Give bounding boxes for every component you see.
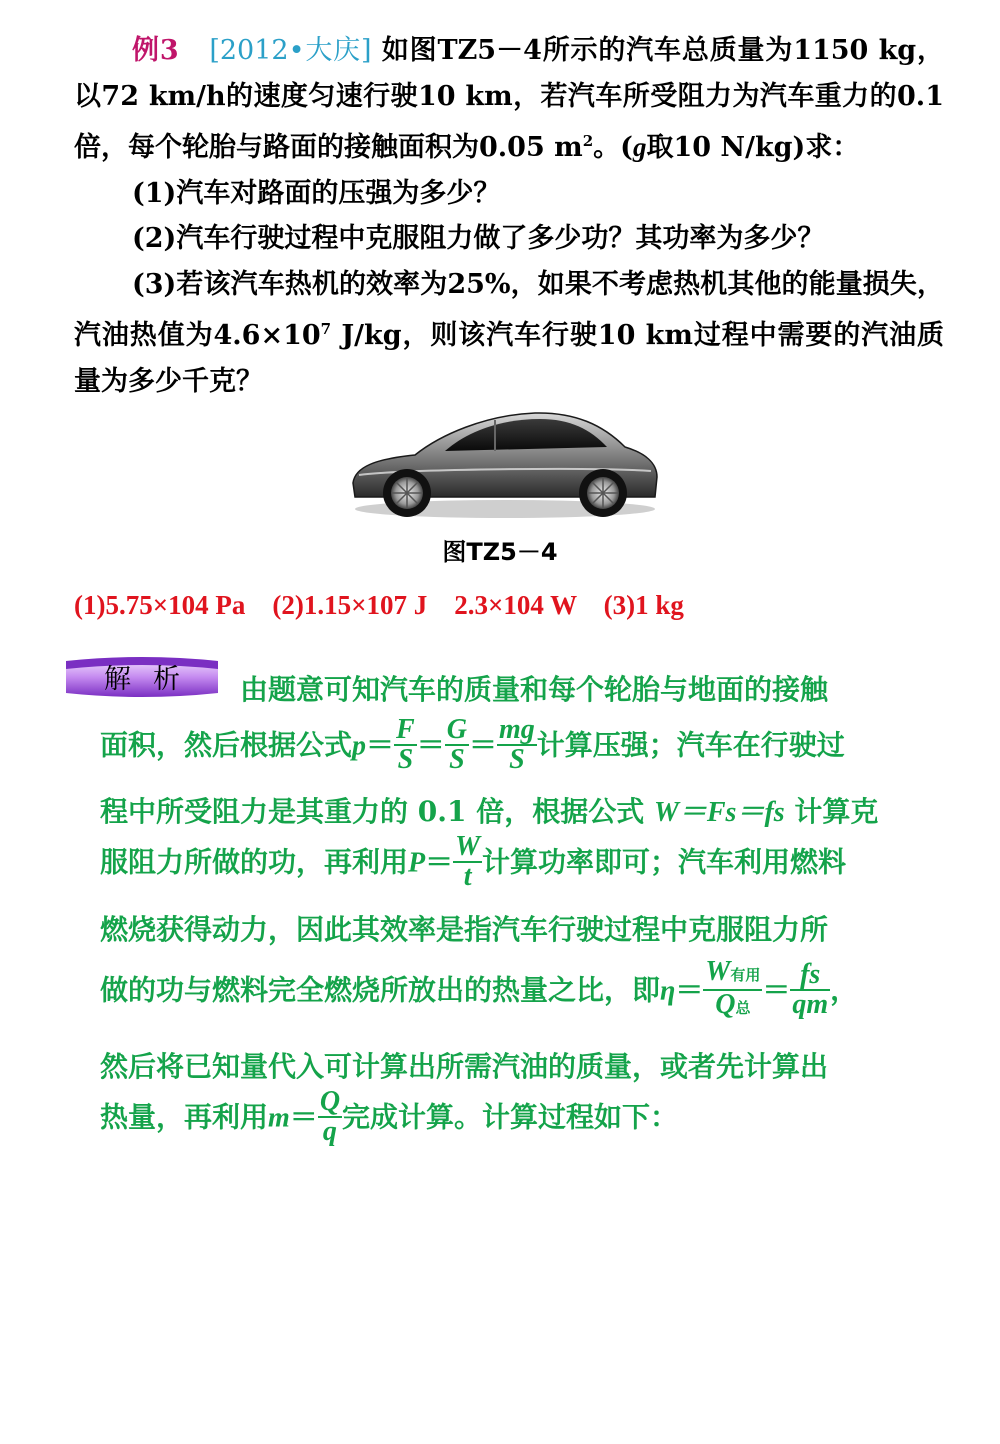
question-2: (2)汽车行驶过程中克服阻力做了多少功？其功率为多少？ — [132, 223, 825, 254]
analysis-line-6: 做的功与燃料完全燃烧所放出的热量之比，即η＝ $\frac{\text{W有用}}{\text{Q总}}$ ＝ $\frac{fs}{qm}$ ， — [100, 956, 859, 1020]
analysis-line-1: 由题意可知汽车的质量和每个轮胎与地面的接触 — [240, 673, 829, 706]
analysis-badge-label: 解析 — [104, 664, 202, 695]
problem-statement: 例3 [2012•大庆] 如图TZ5－4所示的汽车总质量为1150 kg，以72 km/h的速度匀速行驶10 km，若汽车所受阻力为汽车重力的0.1倍，每个轮胎与路面的接触面积为0.05 $m^2$。(g取10 N/kg)求： (1)汽车对路面的压强为多少？ (2)汽车行驶过程中克服阻力做了多少功？其功率为多少？ (3)若该汽车热机的效率为25%，如果不考虑热机其他的能量损失，汽油热值为$4.6\times 10^7$ J/kg，则该汽车行驶10 km过程中需要的汽油质量为多少千克？ — [74, 28, 944, 404]
analysis-line-7: 然后将已知量代入可计算出所需汽油的质量，或者先计算出 — [100, 1050, 829, 1083]
fraction-Q-q: $\frac{Q}{q}$ — [319, 1086, 341, 1147]
question-3: (3)若该汽车热机的效率为25%，如果不考虑热机其他的能量损失，汽油热值为$4.6\times 10^7$ J/kg，则该汽车行驶10 km过程中需要的汽油质量为多少千克？ — [74, 268, 944, 397]
analysis-line-2: 面积，然后根据公式p＝ $\frac{F}{S}$ ＝ $\frac{G}{S}$ ＝ $\frac{mg}{S}$ 计算压强；汽车在行驶过 — [100, 714, 845, 775]
question-1: (1)汽车对路面的压强为多少？ — [132, 177, 501, 209]
analysis-line-5: 燃烧获得动力，因此其效率是指汽车行驶过程中克服阻力所 — [100, 913, 829, 946]
analysis-line-8: 热量，再利用m＝ $\frac{Q}{q}$ 完成计算。计算过程如下： — [100, 1086, 679, 1147]
problem-intro: 如图TZ5－4所示的汽车总质量为1150 kg，以72 km/h的速度匀速行驶10 km，若汽车所受阻力为汽车重力的0.1倍，每个轮胎与路面的接触面积为0.05 m — [74, 35, 945, 163]
analysis-line-4: 服阻力所做的功，再利用P＝ $\frac{W}{t}$ 计算功率即可；汽车利用燃料 — [100, 831, 847, 892]
fraction-fs-qm: $\frac{fs}{qm}$ — [792, 959, 829, 1020]
fraction-G-S: $\frac{G}{S}$ — [446, 714, 467, 775]
answer-line: (1)5.75×104 Pa (2)1.15×107 J 2.3×104 W (3)1 kg — [74, 590, 684, 620]
example-source: [2012•大庆] — [209, 35, 372, 66]
fraction-F-S: $\frac{F}{S}$ — [396, 714, 415, 775]
figure-caption: 图TZ5－4 — [442, 538, 558, 566]
example-label: 例3 — [132, 35, 179, 66]
fraction-efficiency: $\frac{\text{W有用}}{\text{Q总}}$ — [705, 956, 761, 1020]
analysis-line-3: 程中所受阻力是其重力的 0.1 倍，根据公式 W＝Fs＝fs 计算克 — [100, 795, 879, 828]
car-image — [345, 405, 665, 525]
fraction-W-t: $\frac{W}{t}$ — [455, 831, 481, 892]
fraction-mg-S: $\frac{mg}{S}$ — [498, 714, 535, 775]
